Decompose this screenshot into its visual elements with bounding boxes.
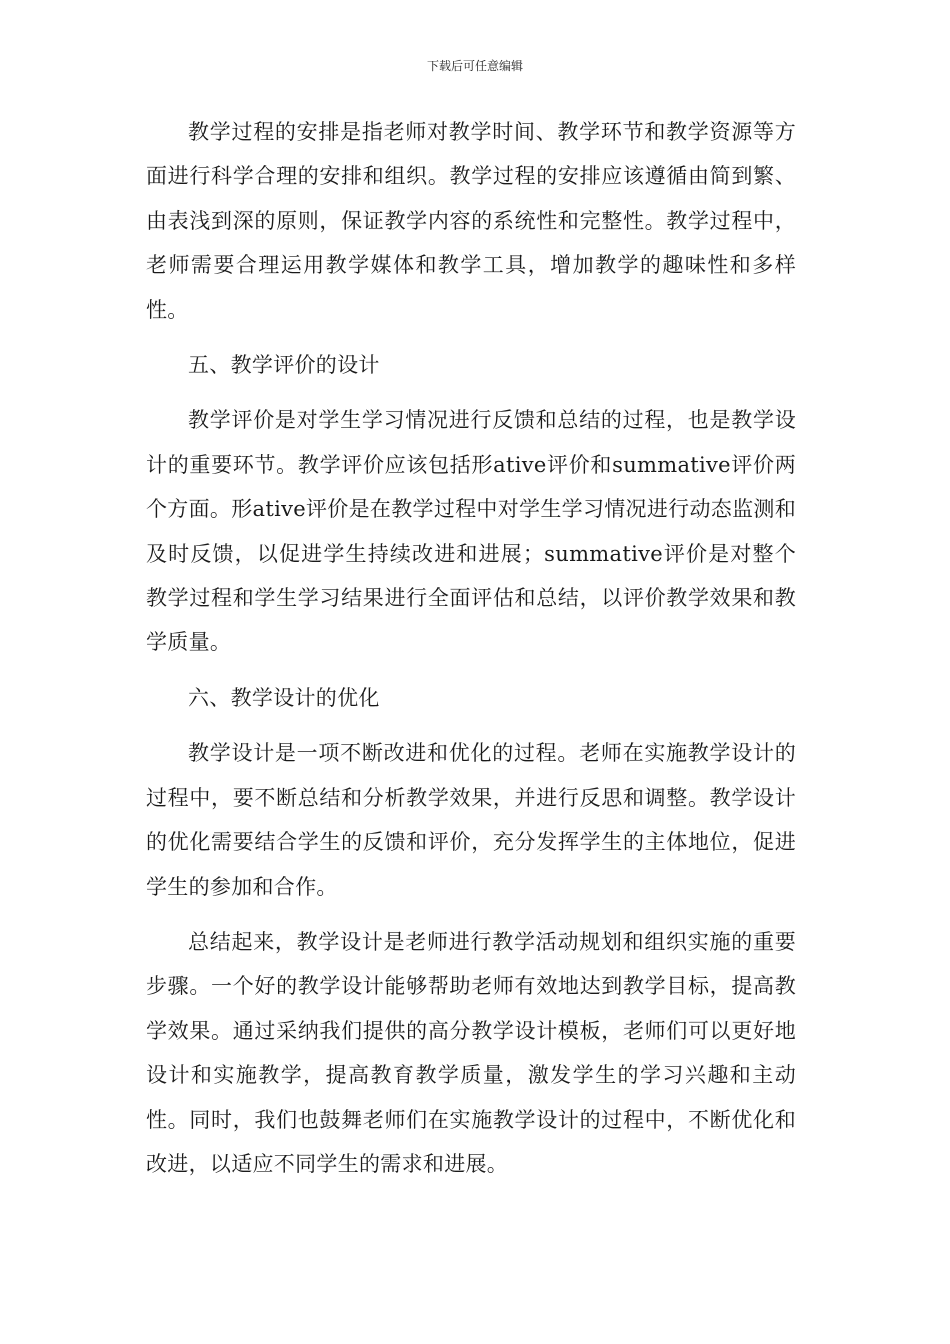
paragraph-teaching-process: 教学过程的安排是指老师对教学时间、教学环节和教学资源等方面进行科学合理的安排和组织。教学过程的安排应该遵循由简到繁、由表浅到深的原则，保证教学内容的系统性和完整性。教学过程中，老师需要合理运用教学媒体和教学工具，增加教学的趣味性和多样性。	[146, 120, 796, 322]
document-body	[146, 110, 796, 1186]
paragraph-design-optimization: 教学设计是一项不断改进和优化的过程。老师在实施教学设计的过程中，要不断总结和分析教学效果，并进行反思和调整。教学设计的优化需要结合学生的反馈和评价，充分发挥学生的主体地位，促进学生的参加和合作。	[146, 741, 796, 899]
section-heading-evaluation: 五、教学评价的设计	[188, 353, 380, 378]
paragraph-teaching-evaluation: 教学评价是对学生学习情况进行反馈和总结的过程，也是教学设计的重要环节。教学评价应该包括形ative评价和summative评价两个方面。形ative评价是在教学过程中对学生学习情况进行动态监测和及时反馈，以促进学生持续改进和进展；summative评价是对整个教学过程和学生学习结果进行全面评估和总结，以评价教学效果和教学质量。	[146, 408, 796, 655]
section-heading-optimization: 六、教学设计的优化	[188, 685, 380, 710]
paragraph-conclusion: 总结起来，教学设计是老师进行教学活动规划和组织实施的重要步骤。一个好的教学设计能够帮助老师有效地达到教学目标，提高教学效果。通过采纳我们提供的高分教学设计模板，老师们可以更好地设计和实施教学，提高教育教学质量，激发学生的学习兴趣和主动性。同时，我们也鼓舞老师们在实施教学设计的过程中，不断优化和改进，以适应不同学生的需求和进展。	[146, 929, 796, 1176]
page-header: 下载后可任意编辑	[426, 59, 523, 73]
